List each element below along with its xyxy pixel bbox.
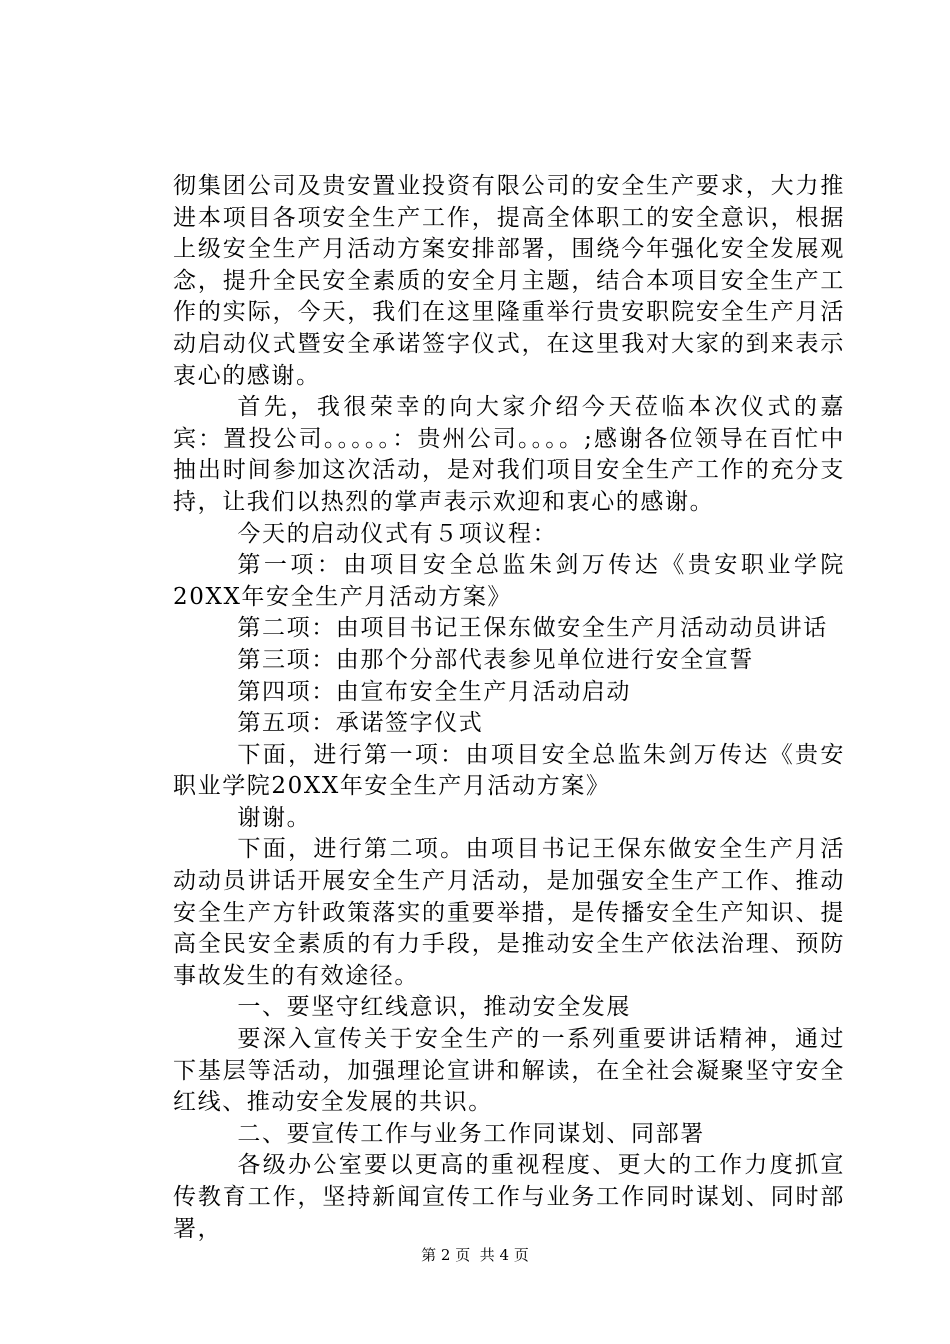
body-paragraph-9: 下面，进行第一项：由项目安全总监朱剑万传达《贵安职业学院20XX年安全生产月活动方案》 xyxy=(173,741,845,800)
body-paragraph-3: 今天的启动仪式有５项议程： xyxy=(237,520,558,547)
body-paragraph-13: 要深入宣传关于安全生产的一系列重要讲话精神，通过下基层等活动，加强理论宣讲和解读，在全社会凝聚坚守安全红线、推动安全发展的共识。 xyxy=(173,1026,845,1116)
body-paragraph-11: 下面，进行第二项。由项目书记王保东做安全生产月活动动员讲话开展安全生产月活动，是加强安全生产工作、推动安全生产方针政策落实的重要举措，是传播安全生产知识、提高全民安全素质的有力手段，是推动安全生产依法治理、预防事故发生的有效途径。 xyxy=(173,836,845,989)
agenda-item-2: 第二项：由项目书记王保东做安全生产月活动动员讲话 xyxy=(237,615,828,642)
section-heading-1: 一、要坚守红线意识，推动安全发展 xyxy=(237,994,631,1021)
document-body xyxy=(173,171,845,1245)
agenda-item-1: 第一项：由项目安全总监朱剑万传达《贵安职业学院20XX年安全生产月活动方案》 xyxy=(173,552,845,610)
body-paragraph-10: 谢谢。 xyxy=(237,804,312,831)
body-paragraph-1: 彻集团公司及贵安置业投资有限公司的安全生产要求，大力推进本项目各项安全生产工作，提高全体职工的安全意识，根据上级安全生产月活动方案安排部署，围绕今年强化安全发展观念，提升全民安全素质的安全月主题，结合本项目安全生产工作的实际，今天，我们在这里隆重举行贵安职院安全生产月活动启动仪式暨安全承诺签字仪式，在这里我对大家的到来表示衷心的感谢。 xyxy=(173,173,845,389)
page-number-footer: 第 2 页 共 4 页 xyxy=(421,1246,529,1264)
section-heading-2: 二、要宣传工作与业务工作同谋划、同部署 xyxy=(237,1120,705,1147)
agenda-item-4: 第四项：由宣布安全生产月活动启动 xyxy=(237,678,631,705)
body-paragraph-15: 各级办公室要以更高的重视程度、更大的工作力度抓宣传教育工作，坚持新闻宣传工作与业务工作同时谋划、同时部署， xyxy=(173,1152,845,1242)
agenda-item-5: 第五项：承诺签字仪式 xyxy=(237,710,484,737)
agenda-item-3: 第三项：由那个分部代表参见单位进行安全宣誓 xyxy=(237,646,754,673)
body-paragraph-2: 首先，我很荣幸的向大家介绍今天莅临本次仪式的嘉宾：置投公司。。。。。：贵州公司。。。。;感谢各位领导在百忙中抽出时间参加这次活动，是对我们项目安全生产工作的充分支持，让我们以热烈的掌声表示欢迎和衷心的感谢。 xyxy=(173,394,845,515)
